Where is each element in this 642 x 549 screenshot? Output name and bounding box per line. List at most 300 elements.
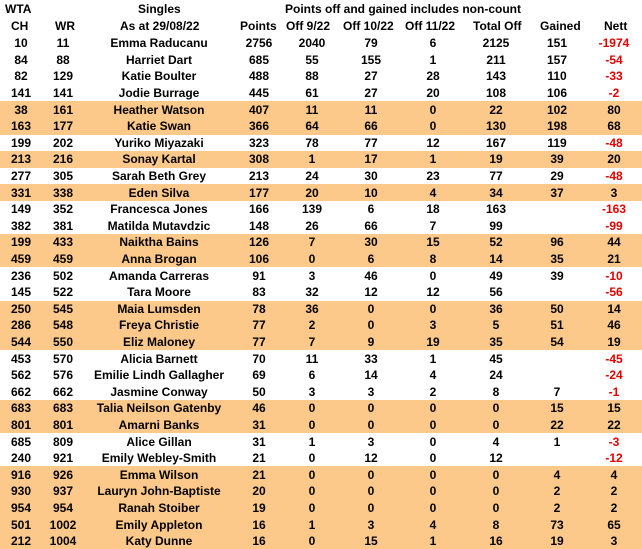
- cell-points: 2756: [245, 36, 273, 51]
- cell-wr: 548: [42, 317, 84, 334]
- cell-gained: 73: [528, 516, 586, 533]
- cell-total: 34: [464, 184, 528, 201]
- cell-off1: 1: [284, 516, 340, 533]
- cell-gained: 50: [528, 301, 586, 318]
- cell-off3: 4: [402, 516, 464, 533]
- cell-ch: 331: [0, 184, 42, 201]
- cell-off3: 0: [402, 118, 464, 135]
- cell-name: Katy Dunne: [84, 533, 234, 549]
- cell-nett: -45: [605, 351, 623, 366]
- cell-gained: 39: [550, 268, 564, 283]
- cell-points: 126: [234, 234, 284, 251]
- cell-total: 56: [489, 285, 503, 300]
- cell-gained: 4: [528, 466, 586, 483]
- cell-name: Alice Gillan: [126, 434, 192, 449]
- cell-name: Jodie Burrage: [118, 86, 200, 101]
- cell-off1: 0: [308, 451, 316, 466]
- cell-total: 8: [464, 516, 528, 533]
- header-singles: Singles: [138, 2, 181, 16]
- cell-gained: 96: [528, 234, 586, 251]
- cell-off1: 88: [305, 69, 319, 84]
- cell-name: Sarah Beth Grey: [111, 169, 207, 184]
- cell-points: 16: [234, 533, 284, 549]
- header-points-note: Points off and gained includes non-count: [285, 2, 521, 16]
- cell-total: 14: [464, 251, 528, 268]
- cell-total: 16: [464, 533, 528, 549]
- table-row: [0, 168, 642, 185]
- cell-wr: 576: [52, 368, 74, 383]
- cell-off1: 3: [308, 268, 316, 283]
- cell-off1: 64: [284, 118, 340, 135]
- cell-off3: 2: [429, 384, 437, 399]
- cell-ch: 84: [14, 52, 28, 67]
- cell-total: 19: [464, 151, 528, 168]
- cell-total: 163: [485, 202, 507, 217]
- cell-off3: 0: [429, 451, 437, 466]
- cell-nett: 65: [586, 516, 642, 533]
- cell-total: 35: [464, 334, 528, 351]
- cell-wr: 954: [42, 500, 84, 517]
- cell-points: 445: [248, 86, 270, 101]
- cell-nett: 19: [586, 334, 642, 351]
- table-row: [0, 118, 642, 135]
- cell-wr: 662: [52, 384, 74, 399]
- cell-nett: 2: [586, 500, 642, 517]
- cell-name: Francesca Jones: [110, 202, 208, 217]
- cell-ch: 459: [0, 251, 42, 268]
- cell-ch: 954: [0, 500, 42, 517]
- cell-nett: 20: [586, 151, 642, 168]
- cell-total: 0: [464, 500, 528, 517]
- cell-name: Katie Swan: [84, 118, 234, 135]
- cell-off3: 19: [402, 334, 464, 351]
- cell-points: 20: [234, 483, 284, 500]
- cell-name: Emma Wilson: [84, 466, 234, 483]
- cell-nett: 21: [586, 251, 642, 268]
- cell-ch: 562: [10, 368, 32, 383]
- cell-points: 366: [234, 118, 284, 135]
- cell-points: 21: [234, 466, 284, 483]
- col-header-off2: Off 10/22: [343, 19, 394, 33]
- cell-off1: 1: [284, 151, 340, 168]
- cell-nett: 44: [586, 234, 642, 251]
- cell-off3: 0: [402, 417, 464, 434]
- cell-wr: 177: [42, 118, 84, 135]
- cell-wr: 11: [56, 36, 70, 51]
- cell-points: 685: [248, 52, 270, 67]
- cell-off2: 6: [340, 251, 402, 268]
- cell-points: 407: [234, 101, 284, 118]
- cell-points: 50: [252, 384, 266, 399]
- cell-off1: 0: [284, 533, 340, 549]
- col-header-off3: Off 11/22: [405, 19, 456, 33]
- cell-total: 49: [489, 268, 503, 283]
- cell-ch: 453: [10, 351, 32, 366]
- cell-gained: [528, 284, 586, 301]
- cell-name: Harriet Dart: [125, 52, 193, 67]
- cell-off2: 0: [340, 500, 402, 517]
- cell-gained: 51: [528, 317, 586, 334]
- cell-total: 99: [489, 218, 503, 233]
- cell-off1: 3: [308, 384, 316, 399]
- cell-ch: 38: [0, 101, 42, 118]
- cell-name: Jasmine Conway: [110, 384, 208, 399]
- cell-off1: 32: [305, 285, 319, 300]
- cell-off1: 0: [284, 500, 340, 517]
- cell-nett: 2: [586, 483, 642, 500]
- cell-off2: 10: [340, 184, 402, 201]
- cell-off2: 79: [364, 36, 378, 51]
- cell-name: Katie Boulter: [121, 69, 197, 84]
- table-row: [0, 135, 642, 152]
- cell-off2: 3: [340, 516, 402, 533]
- cell-name: Tara Moore: [127, 285, 191, 300]
- cell-nett: 80: [586, 101, 642, 118]
- cell-off1: 11: [284, 101, 340, 118]
- col-header-wr: WR: [55, 19, 75, 33]
- cell-nett: -99: [605, 218, 623, 233]
- cell-off3: 7: [429, 218, 437, 233]
- cell-nett: -1974: [598, 36, 630, 51]
- cell-nett: -10: [605, 268, 623, 283]
- cell-nett: 15: [586, 400, 642, 417]
- cell-wr: 522: [52, 285, 74, 300]
- table-row: [0, 85, 642, 102]
- cell-total: 0: [464, 400, 528, 417]
- cell-ch: 685: [10, 434, 32, 449]
- cell-gained: 7: [553, 384, 561, 399]
- cell-off1: 61: [305, 86, 319, 101]
- table-row: [0, 483, 642, 500]
- cell-nett: 3: [586, 533, 642, 549]
- cell-wr: 202: [52, 135, 74, 150]
- cell-points: 78: [234, 301, 284, 318]
- cell-off3: 1: [429, 52, 437, 67]
- cell-off3: 20: [426, 86, 440, 101]
- cell-points: 323: [248, 135, 270, 150]
- cell-off3: 4: [429, 368, 437, 383]
- cell-total: 108: [485, 86, 507, 101]
- cell-off3: 0: [402, 101, 464, 118]
- cell-nett: -54: [605, 52, 623, 67]
- cell-ch: 683: [0, 400, 42, 417]
- cell-ch: 662: [10, 384, 32, 399]
- col-header-points: Points: [240, 19, 277, 33]
- cell-points: 69: [252, 368, 266, 383]
- cell-name: Emily Appleton: [84, 516, 234, 533]
- cell-total: 130: [464, 118, 528, 135]
- cell-nett: -163: [601, 202, 627, 217]
- cell-off2: 27: [364, 69, 378, 84]
- cell-wr: 216: [42, 151, 84, 168]
- cell-gained: 119: [547, 135, 567, 150]
- cell-gained: [528, 450, 586, 467]
- cell-gained: 151: [546, 36, 568, 51]
- table-row: [0, 267, 642, 284]
- cell-ch: 212: [0, 533, 42, 549]
- cell-off1: 78: [305, 135, 319, 150]
- cell-off1: 24: [305, 169, 319, 184]
- cell-points: 77: [234, 317, 284, 334]
- cell-off3: 1: [402, 533, 464, 549]
- cell-total: 77: [489, 169, 503, 184]
- cell-nett: 4: [586, 466, 642, 483]
- cell-name: Alicia Barnett: [120, 351, 198, 366]
- cell-wr: 305: [52, 169, 74, 184]
- cell-off3: 8: [402, 251, 464, 268]
- cell-gained: 15: [528, 400, 586, 417]
- cell-off2: 77: [364, 135, 378, 150]
- table-row: [0, 35, 642, 52]
- cell-nett: -1: [608, 384, 620, 399]
- cell-wr: 338: [42, 184, 84, 201]
- cell-ch: 240: [10, 451, 32, 466]
- cell-ch: 382: [10, 218, 32, 233]
- table-row: [0, 201, 642, 218]
- cell-off3: 15: [402, 234, 464, 251]
- cell-name: Ranah Stoiber: [84, 500, 234, 517]
- cell-name: Talia Neilson Gatenby: [84, 400, 234, 417]
- cell-gained: [528, 201, 586, 218]
- cell-off2: 6: [367, 202, 375, 217]
- table-row: [0, 466, 642, 483]
- cell-off2: 14: [364, 368, 378, 383]
- cell-points: 46: [234, 400, 284, 417]
- cell-off1: 7: [284, 234, 340, 251]
- cell-off2: 155: [360, 52, 382, 67]
- cell-wr: 502: [52, 268, 74, 283]
- cell-points: 16: [234, 516, 284, 533]
- cell-off2: 12: [364, 451, 378, 466]
- cell-off3: 12: [426, 285, 440, 300]
- table-row: [0, 52, 642, 69]
- cell-name: Emilie Lindh Gallagher: [93, 368, 225, 383]
- cell-off3: 0: [402, 400, 464, 417]
- table-row: [0, 251, 642, 268]
- cell-nett: 3: [586, 184, 642, 201]
- cell-off2: 0: [340, 400, 402, 417]
- cell-off1: 2040: [298, 36, 326, 51]
- table-row: [0, 417, 642, 434]
- cell-nett: -33: [605, 69, 623, 84]
- cell-total: 36: [464, 301, 528, 318]
- cell-off2: 3: [367, 434, 375, 449]
- cell-nett: 68: [586, 118, 642, 135]
- cell-total: 5: [464, 317, 528, 334]
- table-row: [0, 433, 642, 450]
- cell-off3: 6: [429, 36, 437, 51]
- cell-off1: 0: [284, 483, 340, 500]
- cell-total: 2125: [482, 36, 510, 51]
- cell-points: 31: [234, 417, 284, 434]
- cell-off2: 66: [340, 118, 402, 135]
- cell-off1: 36: [284, 301, 340, 318]
- cell-off3: 0: [402, 483, 464, 500]
- cell-ch: 10: [14, 36, 28, 51]
- table-row: [0, 400, 642, 417]
- cell-off3: 1: [402, 151, 464, 168]
- cell-total: 8: [492, 384, 500, 399]
- col-header-nett: Nett: [604, 19, 628, 33]
- cell-wr: 921: [52, 451, 74, 466]
- cell-total: 45: [489, 351, 503, 366]
- cell-points: 488: [248, 69, 270, 84]
- cell-wr: 433: [42, 234, 84, 251]
- cell-off2: 0: [340, 317, 402, 334]
- cell-gained: 2: [528, 483, 586, 500]
- cell-ch: 916: [0, 466, 42, 483]
- cell-wr: 1004: [42, 533, 84, 549]
- cell-points: 166: [248, 202, 270, 217]
- cell-wr: 141: [52, 86, 74, 101]
- cell-wr: 809: [52, 434, 74, 449]
- table-row: [0, 334, 642, 351]
- cell-wr: 937: [42, 483, 84, 500]
- cell-off1: 139: [301, 202, 323, 217]
- cell-gained: 19: [528, 533, 586, 549]
- cell-off1: 7: [284, 334, 340, 351]
- cell-gained: 54: [528, 334, 586, 351]
- cell-wr: 1002: [42, 516, 84, 533]
- cell-total: 24: [489, 368, 503, 383]
- cell-ch: 149: [10, 202, 32, 217]
- cell-off2: 46: [364, 268, 378, 283]
- cell-total: 52: [464, 234, 528, 251]
- cell-off3: 1: [429, 351, 437, 366]
- cell-gained: 35: [528, 251, 586, 268]
- cell-ch: 501: [0, 516, 42, 533]
- cell-off2: 11: [340, 101, 402, 118]
- cell-ch: 82: [14, 69, 28, 84]
- cell-gained: 1: [553, 434, 561, 449]
- cell-points: 148: [248, 218, 270, 233]
- cell-off2: 12: [364, 285, 378, 300]
- cell-name: Freya Christie: [84, 317, 234, 334]
- cell-total: 167: [485, 135, 507, 150]
- cell-off3: 0: [402, 500, 464, 517]
- header-wta: WTA: [5, 2, 32, 16]
- cell-name: Matilda Mutavdzic: [107, 218, 211, 233]
- cell-total: 0: [464, 483, 528, 500]
- cell-off2: 0: [340, 466, 402, 483]
- cell-off1: 20: [284, 184, 340, 201]
- cell-gained: 198: [528, 118, 586, 135]
- table-row: [0, 151, 642, 168]
- cell-off2: 17: [340, 151, 402, 168]
- cell-off3: 0: [402, 466, 464, 483]
- cell-ch: 213: [0, 151, 42, 168]
- cell-nett: -48: [605, 169, 623, 184]
- cell-points: 77: [234, 334, 284, 351]
- cell-off3: 28: [426, 69, 440, 84]
- cell-off1: 0: [284, 417, 340, 434]
- cell-off3: 18: [426, 202, 440, 217]
- cell-name: Eden Silva: [84, 184, 234, 201]
- cell-off2: 9: [340, 334, 402, 351]
- cell-ch: 199: [10, 135, 32, 150]
- cell-off1: 11: [305, 351, 319, 366]
- cell-nett: -2: [608, 86, 620, 101]
- cell-points: 91: [252, 268, 266, 283]
- cell-ch: 801: [0, 417, 42, 434]
- cell-name: Yuriko Miyazaki: [114, 135, 204, 150]
- cell-ch: 145: [10, 285, 32, 300]
- table-row: [0, 500, 642, 517]
- cell-gained: 102: [528, 101, 586, 118]
- col-header-off1: Off 9/22: [286, 19, 331, 33]
- cell-ch: 277: [10, 169, 32, 184]
- cell-gained: 39: [528, 151, 586, 168]
- cell-off2: 30: [364, 169, 378, 184]
- cell-off3: 23: [426, 169, 440, 184]
- table-row: [0, 218, 642, 235]
- cell-total: 0: [464, 466, 528, 483]
- table-row: [0, 68, 642, 85]
- cell-nett: -24: [605, 368, 623, 383]
- table-row: [0, 284, 642, 301]
- cell-off2: 0: [340, 301, 402, 318]
- cell-wr: 161: [42, 101, 84, 118]
- cell-off1: 1: [308, 434, 316, 449]
- col-header-ch: CH: [11, 19, 29, 33]
- table-row: [0, 301, 642, 318]
- cell-total: 22: [464, 101, 528, 118]
- cell-off1: 2: [284, 317, 340, 334]
- cell-points: 21: [252, 451, 266, 466]
- cell-wr: 129: [52, 69, 74, 84]
- col-header-total-off: Total Off: [473, 19, 522, 33]
- cell-off2: 0: [340, 483, 402, 500]
- cell-name: Lauryn John-Baptiste: [84, 483, 234, 500]
- cell-off2: 33: [364, 351, 378, 366]
- cell-off2: 66: [364, 218, 378, 233]
- cell-points: 19: [234, 500, 284, 517]
- cell-ch: 141: [10, 86, 32, 101]
- cell-name: Heather Watson: [84, 101, 234, 118]
- cell-name: Amarni Banks: [84, 417, 234, 434]
- cell-total: 143: [485, 69, 507, 84]
- cell-gained: [528, 350, 586, 367]
- cell-wr: 801: [42, 417, 84, 434]
- table-row: [0, 317, 642, 334]
- cell-off3: 0: [402, 301, 464, 318]
- cell-name: Sonay Kartal: [84, 151, 234, 168]
- cell-ch: 236: [10, 268, 32, 283]
- cell-points: 70: [252, 351, 266, 366]
- table-row: [0, 101, 642, 118]
- cell-wr: 545: [42, 301, 84, 318]
- cell-nett: 46: [586, 317, 642, 334]
- cell-nett: -56: [605, 285, 623, 300]
- cell-points: 83: [252, 285, 266, 300]
- cell-ch: 163: [0, 118, 42, 135]
- cell-total: 4: [492, 434, 500, 449]
- cell-gained: 110: [547, 69, 567, 84]
- cell-wr: 381: [52, 218, 74, 233]
- cell-wr: 352: [52, 202, 74, 217]
- cell-ch: 930: [0, 483, 42, 500]
- col-header-gained: Gained: [540, 19, 581, 33]
- cell-ch: 286: [0, 317, 42, 334]
- table-row: [0, 367, 642, 384]
- cell-name: Amanda Carreras: [108, 268, 210, 283]
- col-header-as-at: As at 29/08/22: [120, 19, 200, 33]
- table-row: [0, 516, 642, 533]
- cell-wr: 459: [42, 251, 84, 268]
- cell-total: 0: [464, 417, 528, 434]
- cell-points: 177: [234, 184, 284, 201]
- cell-gained: [528, 218, 586, 235]
